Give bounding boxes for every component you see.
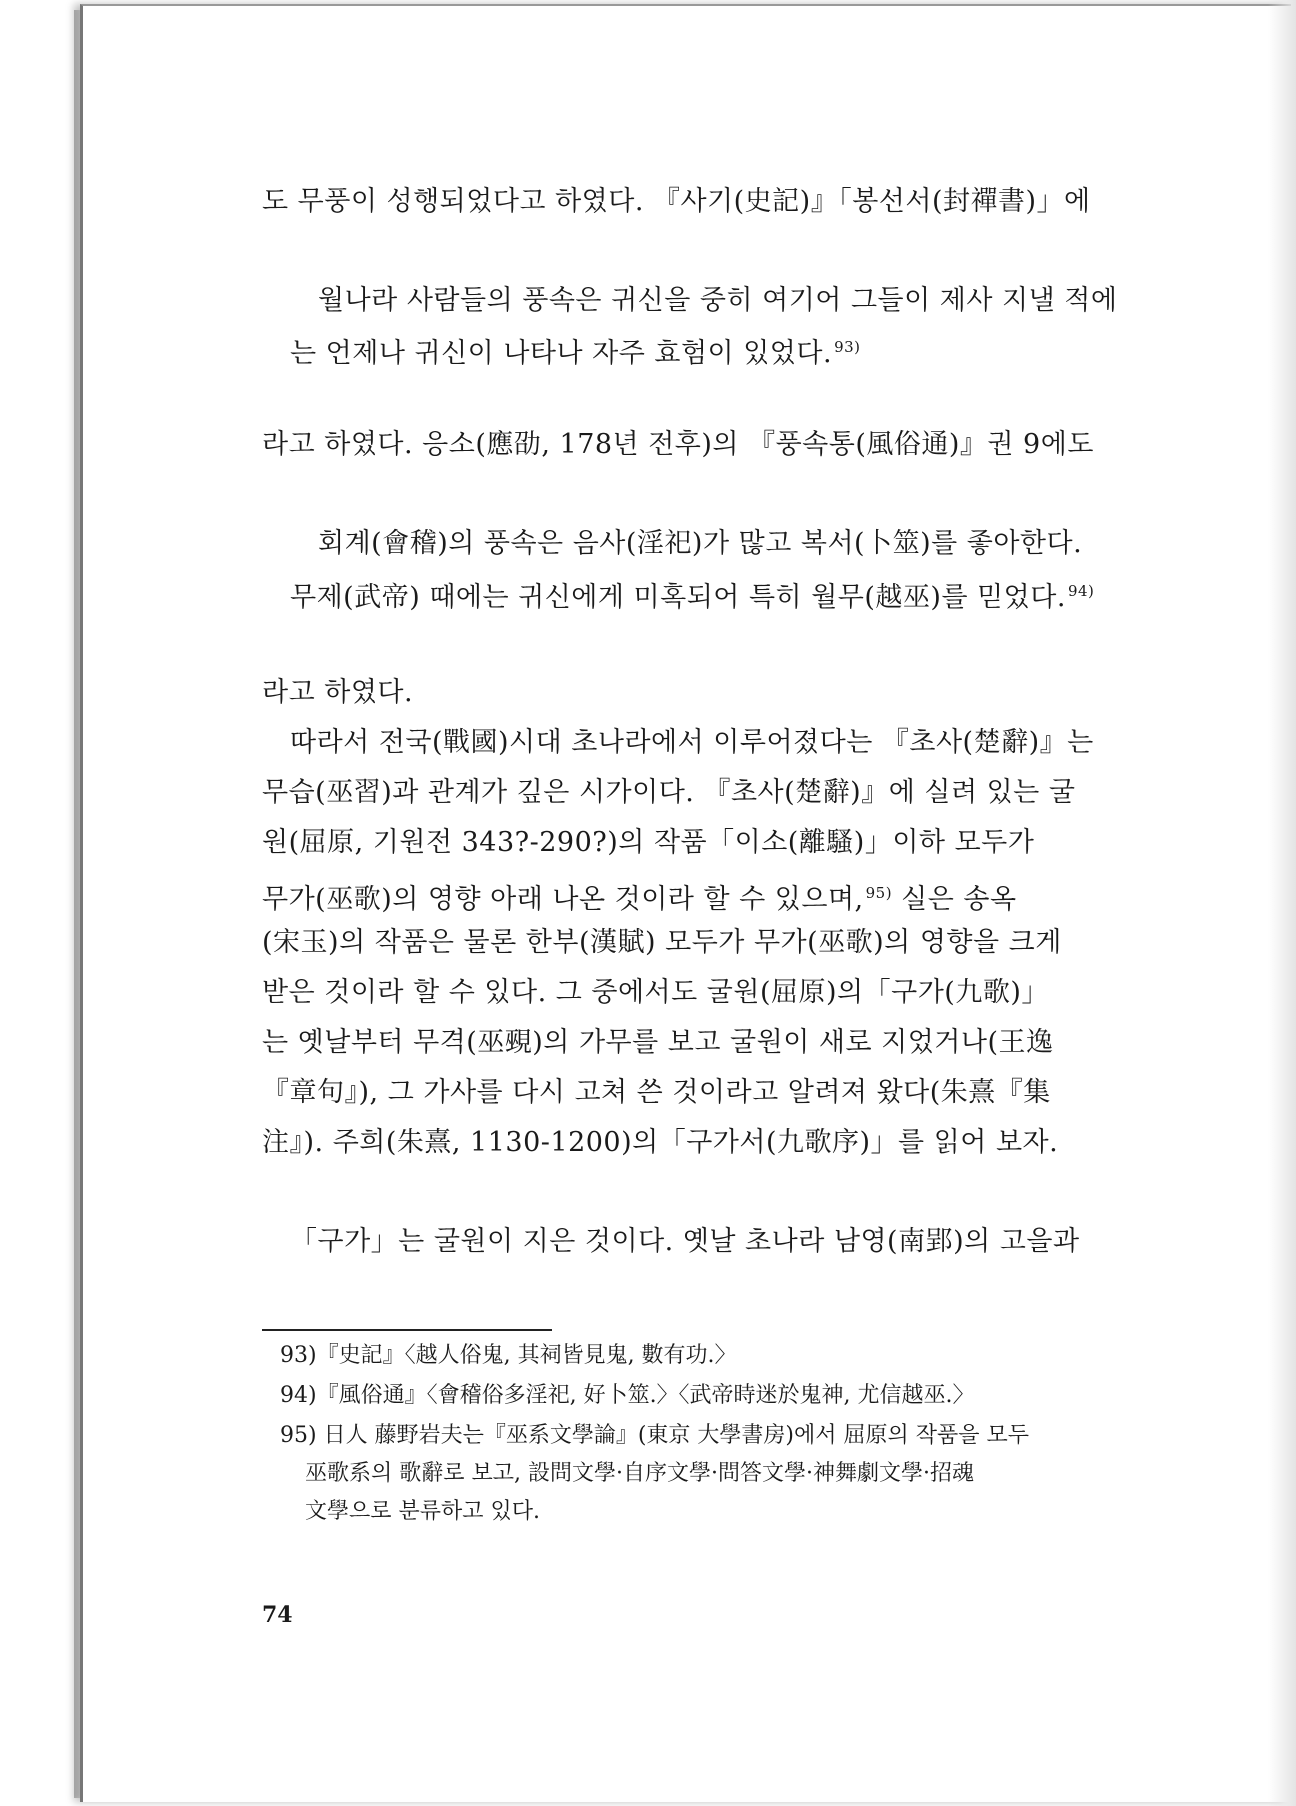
footnote-rule xyxy=(262,1329,552,1331)
footnote-ref-95: 95) xyxy=(865,884,893,902)
footnote-95-line-2: 巫歌系의 歌辭로 보고, 設問文學·自序文學·問答文學·神舞劇文學·招魂 xyxy=(305,1461,974,1486)
body-line-3: 라고 하였다. xyxy=(262,677,414,708)
footnote-95-line-1: 95) 日人 藤野岩夫는『巫系文學論』(東京 大學書房)에서 屈原의 작품을 모두 xyxy=(280,1423,1029,1448)
footnote-93: 93)『史記』〈越人俗鬼, 其祠皆見鬼, 數有功.〉 xyxy=(280,1343,737,1368)
paragraph-line-4-text: 무가(巫歌)의 영향 아래 나온 것이라 할 수 있으며, xyxy=(262,884,864,915)
quote-3-line-1: 「구가」는 굴원이 지은 것이다. 옛날 초나라 남영(南郢)의 고을과 xyxy=(290,1226,1080,1257)
paragraph-line-5: (宋玉)의 작품은 물론 한부(漢賦) 모두가 무가(巫歌)의 영향을 크게 xyxy=(262,927,1062,958)
paragraph-line-4-rest: 실은 송옥 xyxy=(892,884,1017,915)
page-shadow xyxy=(1268,0,1296,1806)
paragraph-line-6: 받은 것이라 할 수 있다. 그 중에서도 굴원(屈原)의「구가(九歌)」 xyxy=(262,977,1049,1008)
paragraph-line-2: 무습(巫習)과 관계가 깊은 시가이다. 『초사(楚辭)』에 실려 있는 굴 xyxy=(262,777,1076,808)
footnote-95-line-3: 文學으로 분류하고 있다. xyxy=(305,1499,540,1524)
quote-1-line-1: 월나라 사람들의 풍속은 귀신을 중히 여기어 그들이 제사 지낼 적에 xyxy=(318,285,1118,316)
paragraph-line-3: 원(屈原, 기원전 343?-290?)의 작품「이소(離騷)」이하 모두가 xyxy=(262,827,1035,858)
paragraph-line-7: 는 옛날부터 무격(巫覡)의 가무를 보고 굴원이 새로 지었거나(王逸 xyxy=(262,1027,1054,1058)
page-number: 74 xyxy=(262,1602,293,1628)
quote-2-line-1: 회계(會稽)의 풍속은 음사(淫祀)가 많고 복서(卜筮)를 좋아한다. xyxy=(318,528,1083,559)
paragraph-line-1: 따라서 전국(戰國)시대 초나라에서 이루어졌다는 『초사(楚辭)』는 xyxy=(290,727,1094,758)
paragraph-line-4 xyxy=(262,876,1112,917)
quote-2-text: 무제(武帝) 때에는 귀신에게 미혹되어 특히 월무(越巫)를 믿었다. xyxy=(290,582,1066,613)
quote-2-line-2 xyxy=(290,574,1110,615)
footnote-ref-94: 94) xyxy=(1067,582,1095,600)
quote-1-text: 는 언제나 귀신이 나타나 자주 효험이 있었다. xyxy=(290,338,833,369)
quote-1-line-2 xyxy=(290,330,1110,371)
paragraph-line-9: 注』). 주희(朱熹, 1130-1200)의「구가서(九歌序)」를 읽어 보자. xyxy=(262,1127,1059,1158)
footnote-ref-93: 93) xyxy=(834,338,861,356)
footnote-94: 94)『風俗通』〈會稽俗多淫祀, 好卜筮.〉〈武帝時迷於鬼神, 尤信越巫.〉 xyxy=(280,1383,975,1408)
body-line-1: 도 무풍이 성행되었다고 하였다. 『사기(史記)』「봉선서(封禪書)」에 xyxy=(262,186,1091,217)
body-line-2: 라고 하였다. 응소(應劭, 178년 전후)의 『풍속통(風俗通)』권 9에도 xyxy=(262,429,1094,460)
paragraph-line-8: 『章句』), 그 가사를 다시 고쳐 쓴 것이라고 알려져 왔다(朱熹『集 xyxy=(262,1077,1051,1108)
